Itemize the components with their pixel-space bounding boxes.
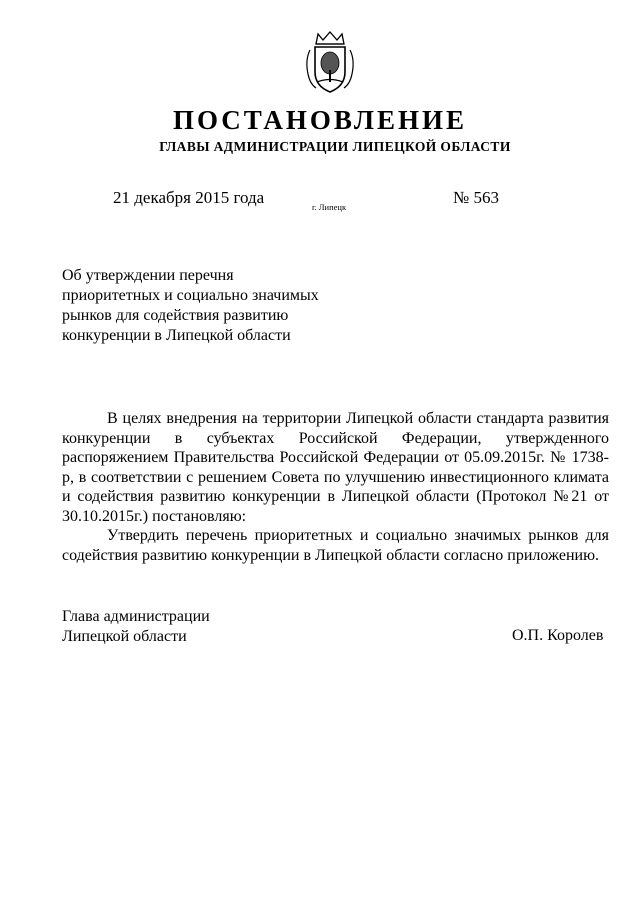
- document-subject: [62, 266, 332, 346]
- signatory-position: [62, 607, 210, 647]
- document-number: № 563: [453, 188, 499, 207]
- subject-line: рынков для содействия развитию: [62, 307, 289, 324]
- subject-line: конкуренции в Липецкой области: [62, 327, 291, 344]
- body-paragraph: В целях внедрения на территории Липецкой области стандарта развития конкуренции в субъектах Российской Федерации, утвержденного распоряжением Правительства Российской Федерации от 05.09.2015г. № 1738-р, в соответствии с решением Совета по улучшению инвестиционного климата и содействия развитию конкуренции в Липецкой области (Протокол №21 от 30.10.2015г.) постановляю:: [62, 410, 609, 525]
- document-date: 21 декабря 2015 года: [113, 188, 265, 207]
- body-paragraph: Утвердить перечень приоритетных и социально значимых рынков для содействия развитию конкуренции в Липецкой области согласно приложению.: [62, 527, 609, 564]
- subject-line: Об утверждении перечня: [62, 267, 234, 284]
- signatory-position-line: Липецкой области: [62, 628, 187, 645]
- coat-of-arms-icon: [302, 30, 358, 96]
- signatory-name: О.П. Королев: [512, 627, 604, 644]
- document-city: г. Липецк: [312, 202, 347, 212]
- document-body: [62, 409, 609, 565]
- document-subtitle: ГЛАВЫ АДМИНИСТРАЦИИ ЛИПЕЦКОЙ ОБЛАСТИ: [159, 139, 511, 154]
- subject-line: приоритетных и социально значимых: [62, 287, 319, 304]
- document-title: ПОСТАНОВЛЕНИЕ: [172, 105, 468, 135]
- signatory-position-line: Глава администрации: [62, 608, 210, 625]
